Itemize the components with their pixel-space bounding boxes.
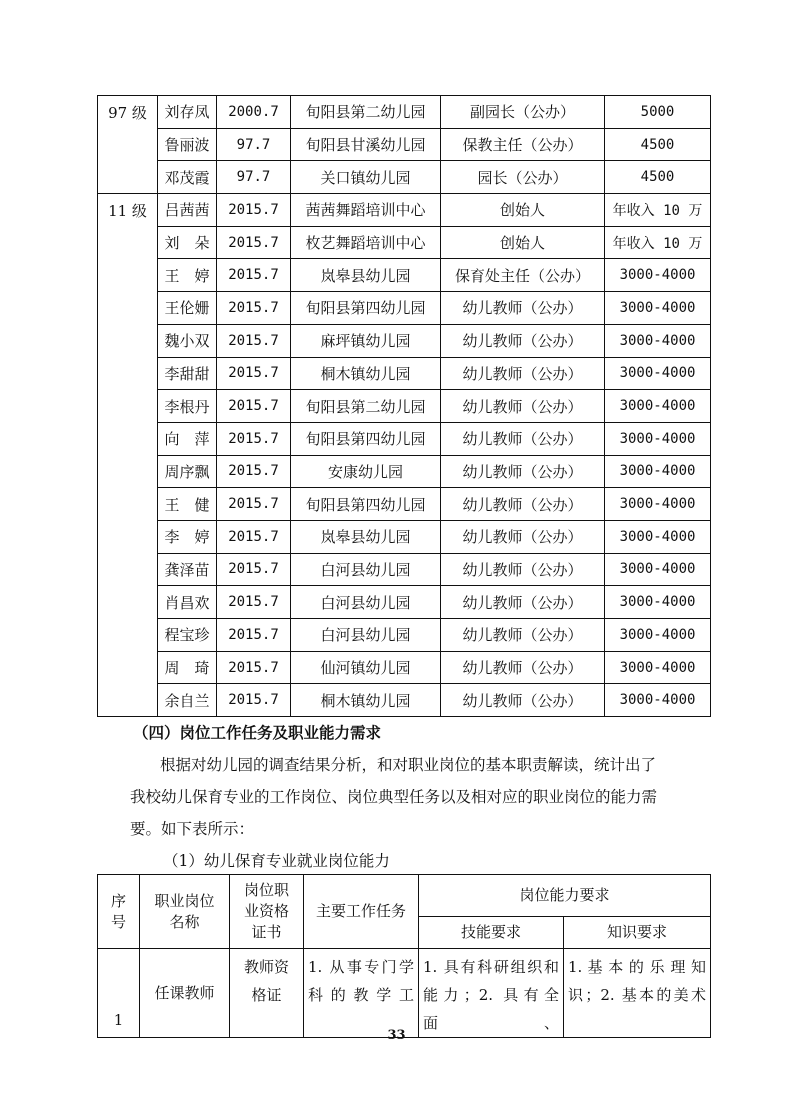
- cell-post: 幼儿教师（公办）: [441, 390, 605, 423]
- cell-name: 邓茂霞: [158, 161, 217, 194]
- cell-level: 11 级: [98, 194, 158, 227]
- cell-year: 2015.7: [217, 455, 291, 488]
- cell-salary: 3000-4000: [605, 357, 711, 390]
- cell-name: 魏小双: [158, 324, 217, 357]
- cell-name: 李甜甜: [158, 357, 217, 390]
- cell-level: [98, 455, 158, 488]
- cell-salary: 4500: [605, 128, 711, 161]
- cell-post: 幼儿教师（公办）: [441, 357, 605, 390]
- cell-post: 幼儿教师（公办）: [441, 520, 605, 553]
- cell-salary: 3000-4000: [605, 520, 711, 553]
- cell-unit: 岚皋县幼儿园: [291, 259, 441, 292]
- cell-name: 刘存凤: [158, 96, 217, 129]
- cell-year: 2015.7: [217, 194, 291, 227]
- cell-level: [98, 128, 158, 161]
- cell-post: 保育处主任（公办）: [441, 259, 605, 292]
- cell-unit: 旬阳县甘溪幼儿园: [291, 128, 441, 161]
- cell-post: 创始人: [441, 226, 605, 259]
- cell-unit: 旬阳县第四幼儿园: [291, 422, 441, 455]
- cell-post: 副园长（公办）: [441, 96, 605, 129]
- cell-level: 97 级: [98, 96, 158, 129]
- cell-post: 创始人: [441, 194, 605, 227]
- cell-year: 97.7: [217, 161, 291, 194]
- table-row: [98, 128, 711, 161]
- cell-name: 刘 朵: [158, 226, 217, 259]
- header-certificate: 岗位职 业资格 证书: [230, 875, 304, 949]
- table-row: [98, 520, 711, 553]
- cell-salary: 3000-4000: [605, 586, 711, 619]
- cell-year: 2015.7: [217, 651, 291, 684]
- cell-unit: 旬阳县第四幼儿园: [291, 292, 441, 325]
- cell-level: [98, 161, 158, 194]
- cell-level: [98, 357, 158, 390]
- table-row: [98, 194, 711, 227]
- cell-salary: 3000-4000: [605, 324, 711, 357]
- cell-post: 幼儿教师（公办）: [441, 651, 605, 684]
- cell-post: 幼儿教师（公办）: [441, 455, 605, 488]
- cell-unit: 仙河镇幼儿园: [291, 651, 441, 684]
- cell-unit: 岚皋县幼儿园: [291, 520, 441, 553]
- cell-year: 2015.7: [217, 324, 291, 357]
- cell-year: 2015.7: [217, 259, 291, 292]
- cell-unit: 麻坪镇幼儿园: [291, 324, 441, 357]
- cell-level: [98, 292, 158, 325]
- cell-post: 幼儿教师（公办）: [441, 422, 605, 455]
- cell-salary: 3000-4000: [605, 259, 711, 292]
- cell-name: 王伦姗: [158, 292, 217, 325]
- cell-salary: 3000-4000: [605, 455, 711, 488]
- cell-year: 97.7: [217, 128, 291, 161]
- cell-salary: 3000-4000: [605, 684, 711, 717]
- cell-name: 程宝珍: [158, 619, 217, 652]
- cell-salary: 3000-4000: [605, 488, 711, 521]
- cell-unit: 关口镇幼儿园: [291, 161, 441, 194]
- cell-name: 王 婷: [158, 259, 217, 292]
- cell-year: 2015.7: [217, 488, 291, 521]
- header-knowledge: 知识要求: [564, 917, 711, 949]
- page-number: 33: [387, 1028, 406, 1043]
- cell-level: [98, 586, 158, 619]
- cell-salary: 4500: [605, 161, 711, 194]
- cell-post: 幼儿教师（公办）: [441, 684, 605, 717]
- cell-level: [98, 684, 158, 717]
- cell-year: 2015.7: [217, 292, 291, 325]
- row-post-name: 任课教师: [140, 949, 230, 1038]
- cell-year: 2015.7: [217, 553, 291, 586]
- row-certificate: 教师资 格证: [230, 949, 304, 1038]
- cell-name: 王 健: [158, 488, 217, 521]
- cell-name: 李 婷: [158, 520, 217, 553]
- cell-level: [98, 488, 158, 521]
- section-heading: （四）岗位工作任务及职业能力需求: [133, 723, 382, 742]
- table-row: [98, 553, 711, 586]
- cell-name: 鲁丽波: [158, 128, 217, 161]
- cell-unit: 枚艺舞蹈培训中心: [291, 226, 441, 259]
- cell-level: [98, 651, 158, 684]
- table-row: [98, 422, 711, 455]
- header-post-name: 职业岗位 名称: [140, 875, 230, 949]
- cell-level: [98, 619, 158, 652]
- cell-name: 余自兰: [158, 684, 217, 717]
- cell-year: 2015.7: [217, 684, 291, 717]
- cell-salary: 3000-4000: [605, 651, 711, 684]
- cell-level: [98, 259, 158, 292]
- cell-year: 2000.7: [217, 96, 291, 129]
- table-row: [98, 292, 711, 325]
- paragraph-line: 根据对幼儿园的调查结果分析，和对职业岗位的基本职责解读，统计出了: [160, 756, 657, 774]
- cell-post: 幼儿教师（公办）: [441, 553, 605, 586]
- cell-unit: 安康幼儿园: [291, 455, 441, 488]
- row-main-task: 1. 从事专门学 科 的 教 学 工: [304, 949, 419, 1038]
- cell-post: 幼儿教师（公办）: [441, 324, 605, 357]
- cell-year: 2015.7: [217, 357, 291, 390]
- cell-level: [98, 422, 158, 455]
- cell-year: 2015.7: [217, 520, 291, 553]
- table-row: [98, 226, 711, 259]
- table-row: [98, 684, 711, 717]
- table-row: [98, 96, 711, 129]
- cell-name: 吕茜茜: [158, 194, 217, 227]
- cell-year: 2015.7: [217, 586, 291, 619]
- cell-post: 幼儿教师（公办）: [441, 488, 605, 521]
- cell-salary: 3000-4000: [605, 553, 711, 586]
- cell-level: [98, 520, 158, 553]
- table-row: [98, 619, 711, 652]
- table-row: [98, 651, 711, 684]
- header-main-task: 主要工作任务: [304, 875, 419, 949]
- cell-level: [98, 324, 158, 357]
- alumni-employment-table: [97, 95, 711, 717]
- cell-name: 周 琦: [158, 651, 217, 684]
- cell-unit: 茜茜舞蹈培训中心: [291, 194, 441, 227]
- table-row: [98, 324, 711, 357]
- table-caption: （1）幼儿保育专业就业岗位能力: [163, 852, 390, 870]
- cell-unit: 白河县幼儿园: [291, 553, 441, 586]
- cell-post: 幼儿教师（公办）: [441, 586, 605, 619]
- cell-salary: 5000: [605, 96, 711, 129]
- table-row: [98, 161, 711, 194]
- cell-salary: 3000-4000: [605, 619, 711, 652]
- row-skill: 1. 具有科研组织和 能力；2. 具有全面、: [419, 949, 564, 1038]
- cell-unit: 旬阳县第二幼儿园: [291, 390, 441, 423]
- cell-level: [98, 226, 158, 259]
- cell-unit: 桐木镇幼儿园: [291, 684, 441, 717]
- cell-salary: 3000-4000: [605, 422, 711, 455]
- cell-salary: 年收入 10 万: [605, 226, 711, 259]
- cell-post: 幼儿教师（公办）: [441, 619, 605, 652]
- row-seq: 1: [98, 949, 140, 1038]
- cell-post: 保教主任（公办）: [441, 128, 605, 161]
- cell-year: 2015.7: [217, 390, 291, 423]
- cell-name: 龚泽苗: [158, 553, 217, 586]
- cell-year: 2015.7: [217, 226, 291, 259]
- cell-year: 2015.7: [217, 619, 291, 652]
- cell-level: [98, 390, 158, 423]
- table-row: [98, 586, 711, 619]
- cell-unit: 白河县幼儿园: [291, 586, 441, 619]
- header-skill: 技能要求: [419, 917, 564, 949]
- header-seq: 序 号: [98, 875, 140, 949]
- cell-name: 周序飘: [158, 455, 217, 488]
- paragraph-line: 要。如下表所示：: [130, 820, 255, 838]
- cell-name: 向 萍: [158, 422, 217, 455]
- cell-salary: 3000-4000: [605, 390, 711, 423]
- cell-salary: 年收入 10 万: [605, 194, 711, 227]
- table-row: [98, 455, 711, 488]
- cell-unit: 旬阳县第四幼儿园: [291, 488, 441, 521]
- row-knowledge: 1. 基 本 的 乐 理 知 识；2. 基本的美术: [564, 949, 711, 1038]
- cell-year: 2015.7: [217, 422, 291, 455]
- cell-post: 园长（公办）: [441, 161, 605, 194]
- cell-unit: 桐木镇幼儿园: [291, 357, 441, 390]
- paragraph-line: 我校幼儿保育专业的工作岗位、岗位典型任务以及相对应的职业岗位的能力需: [130, 788, 658, 806]
- table-row: [98, 357, 711, 390]
- cell-salary: 3000-4000: [605, 292, 711, 325]
- job-ability-table: [97, 874, 711, 1038]
- cell-unit: 旬阳县第二幼儿园: [291, 96, 441, 129]
- table-row: [98, 390, 711, 423]
- header-ability: 岗位能力要求: [419, 875, 711, 917]
- table-row: [98, 488, 711, 521]
- cell-post: 幼儿教师（公办）: [441, 292, 605, 325]
- cell-unit: 白河县幼儿园: [291, 619, 441, 652]
- cell-name: 肖昌欢: [158, 586, 217, 619]
- cell-level: [98, 553, 158, 586]
- cell-name: 李根丹: [158, 390, 217, 423]
- table-row: [98, 259, 711, 292]
